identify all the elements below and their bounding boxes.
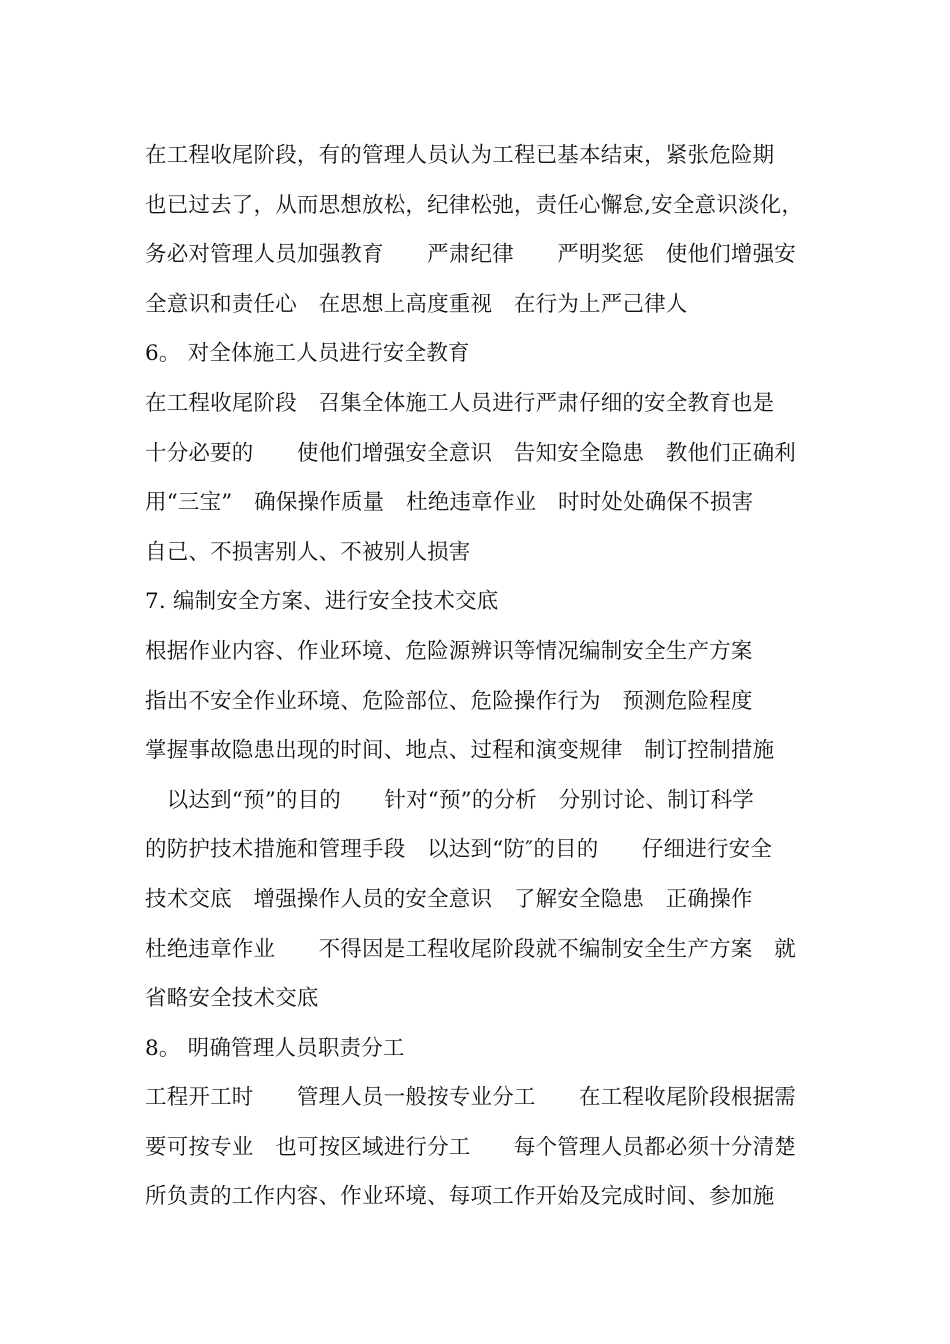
section-heading-6: 6。 对全体施工人员进行安全教育 [145, 341, 470, 367]
text-line-13: 掌握事故隐患出现的时间、地点、过程和演变规律 制订控制措施 [145, 738, 775, 764]
text-line-20: 工程开工时 管理人员一般按专业分工 在工程收尾阶段根据需 [145, 1085, 797, 1111]
section-heading-7: 7. 编制安全方案、进行安全技术交底 [145, 589, 499, 615]
text-line-14: 以达到“预”的目的 针对“预”的分析 分别讨论、制订科学 [145, 787, 754, 813]
text-line-22: 所负责的工作内容、作业环境、每项工作开始及完成时间、参加施 [145, 1184, 775, 1210]
text-line-18: 省略安全技术交底 [145, 986, 319, 1012]
text-line-9: 自己、不损害别人、不被别人损害 [145, 539, 471, 565]
text-line-12: 指出不安全作业环境、危险部位、危险操作行为 预测危险程度 [145, 688, 753, 714]
document-body [145, 131, 825, 1222]
text-line-21: 要可按专业 也可按区域进行分工 每个管理人员都必须十分清楚 [145, 1134, 797, 1160]
text-line-8: 用“三宝” 确保操作质量 杜绝违章作业 时时处处确保不损害 [145, 490, 754, 516]
text-line-3: 务必对管理人员加强教育 严肃纪律 严明奖惩 使他们增强安 [145, 242, 797, 268]
text-line-2: 也已过去了，从而思想放松，纪律松弛，责任心懈怠,安全意识淡化， [145, 192, 804, 218]
text-line-1: 在工程收尾阶段，有的管理人员认为工程已基本结束，紧张危险期 [145, 143, 775, 168]
text-line-16: 技术交底 增强操作人员的安全意识 了解安全隐患 正确操作 [145, 886, 753, 912]
text-line-17: 杜绝违章作业 不得因是工程收尾阶段就不编制安全生产方案 就 [145, 936, 797, 962]
text-line-11: 根据作业内容、作业环境、危险源辨识等情况编制安全生产方案 [145, 638, 753, 664]
text-line-7: 十分必要的 使他们增强安全意识 告知安全隐患 教他们正确利 [145, 440, 797, 466]
text-line-4: 全意识和责任心 在思想上高度重视 在行为上严己律人 [145, 291, 688, 317]
text-line-6: 在工程收尾阶段 召集全体施工人员进行严肃仔细的安全教育也是 [145, 390, 775, 416]
text-line-15: 的防护技术措施和管理手段 以达到“防″的目的 仔细进行安全 [145, 837, 773, 863]
section-heading-8: 8。 明确管理人员职责分工 [145, 1035, 405, 1061]
